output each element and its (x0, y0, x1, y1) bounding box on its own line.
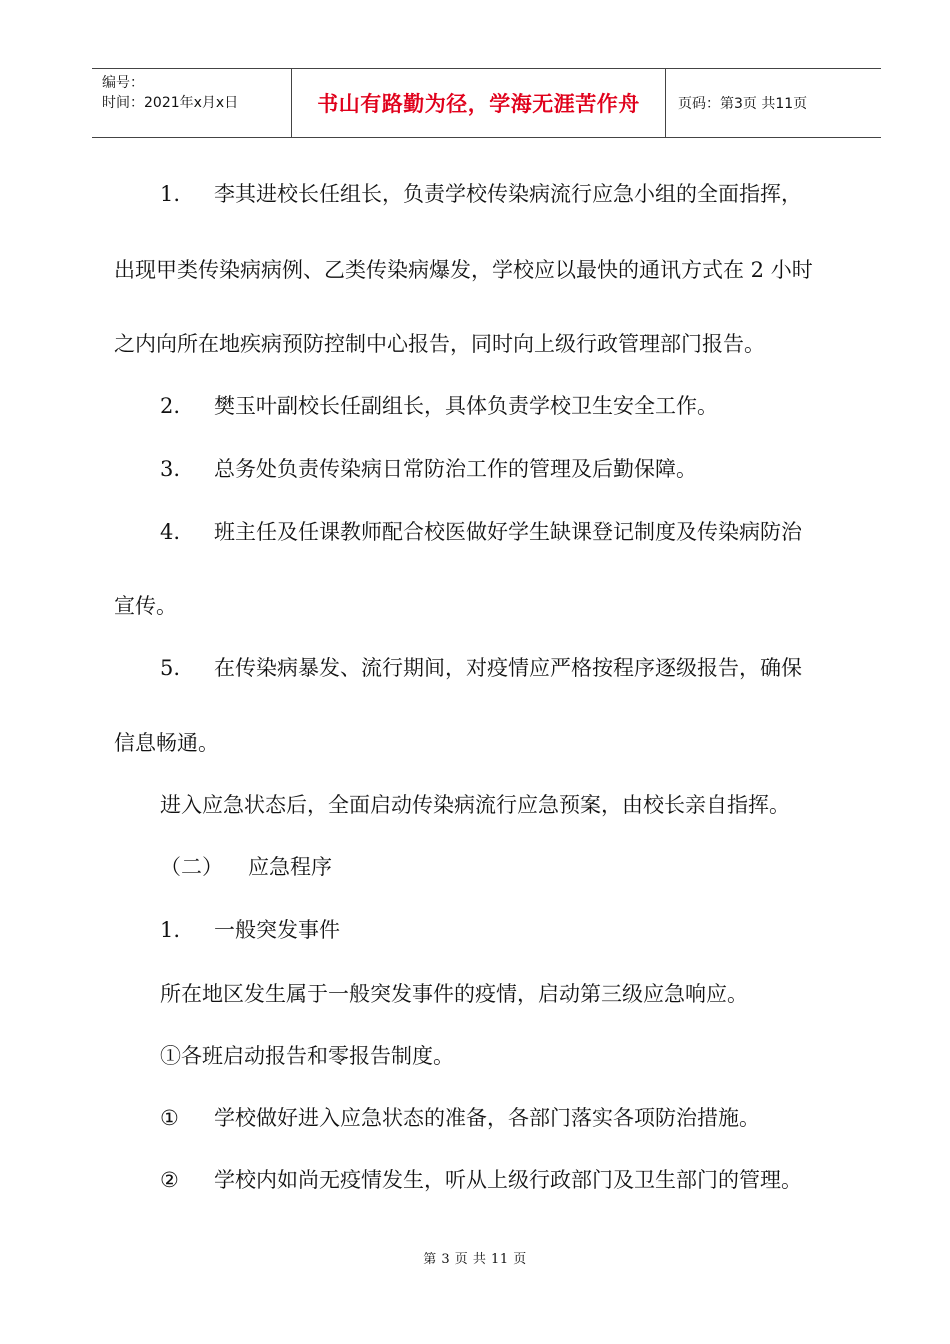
header-page-label: 页码：第3页 共11页 (678, 96, 808, 112)
paragraph-line: 班主任及任课教师配合校医做好学生缺课登记制度及传染病防治 (214, 520, 802, 544)
section-title: 应急程序 (248, 855, 332, 879)
header-motto: 书山有路勤为径，学海无涯苦作舟 (292, 69, 666, 137)
paragraph-line: 李其进校长任组长，负责学校传染病流行应急小组的全面指挥， (214, 182, 802, 206)
paragraph-line: 总务处负责传染病日常防治工作的管理及后勤保障。 (214, 457, 697, 481)
paragraph-line: ①各班启动报告和零报告制度。 (160, 1044, 454, 1068)
paragraph-line: 在传染病暴发、流行期间，对疫情应严格按程序逐级报告，确保 (214, 656, 802, 680)
circled-number: ② (160, 1168, 179, 1192)
paragraph-line: 之内向所在地疾病预防控制中心报告，同时向上级行政管理部门报告。 (114, 332, 765, 356)
number-label: 编号： (102, 75, 144, 91)
paragraph-line: 信息畅通。 (114, 731, 219, 755)
header-meta (92, 69, 292, 137)
paragraph-line: 所在地区发生属于一般突发事件的疫情，启动第三级应急响应。 (160, 982, 748, 1006)
section-number: （二） (160, 855, 223, 879)
item-number: 2. (160, 394, 181, 418)
item-number: 1. (160, 182, 181, 206)
paragraph-line: 学校做好进入应急状态的准备，各部门落实各项防治措施。 (214, 1106, 760, 1130)
paragraph-line: 进入应急状态后，全面启动传染病流行应急预案，由校长亲自指挥。 (160, 793, 790, 817)
paragraph-line: 学校内如尚无疫情发生，听从上级行政部门及卫生部门的管理。 (214, 1168, 802, 1192)
circled-number: ① (160, 1106, 179, 1130)
item-number: 4. (160, 520, 181, 544)
paragraph-line: 樊玉叶副校长任副组长，具体负责学校卫生安全工作。 (214, 394, 718, 418)
time-label: 时间：2021年x月x日 (102, 95, 239, 111)
item-number: 1. (160, 918, 181, 942)
paragraph-line: 宣传。 (114, 594, 177, 618)
item-title: 一般突发事件 (214, 918, 340, 942)
page-footer: 第 3 页 共 11 页 (423, 1252, 527, 1267)
item-number: 3. (160, 457, 181, 481)
page-header (92, 68, 881, 138)
item-number: 5. (160, 656, 181, 680)
paragraph-line: 出现甲类传染病病例、乙类传染病爆发，学校应以最快的通讯方式在 2 小时 (114, 258, 813, 282)
